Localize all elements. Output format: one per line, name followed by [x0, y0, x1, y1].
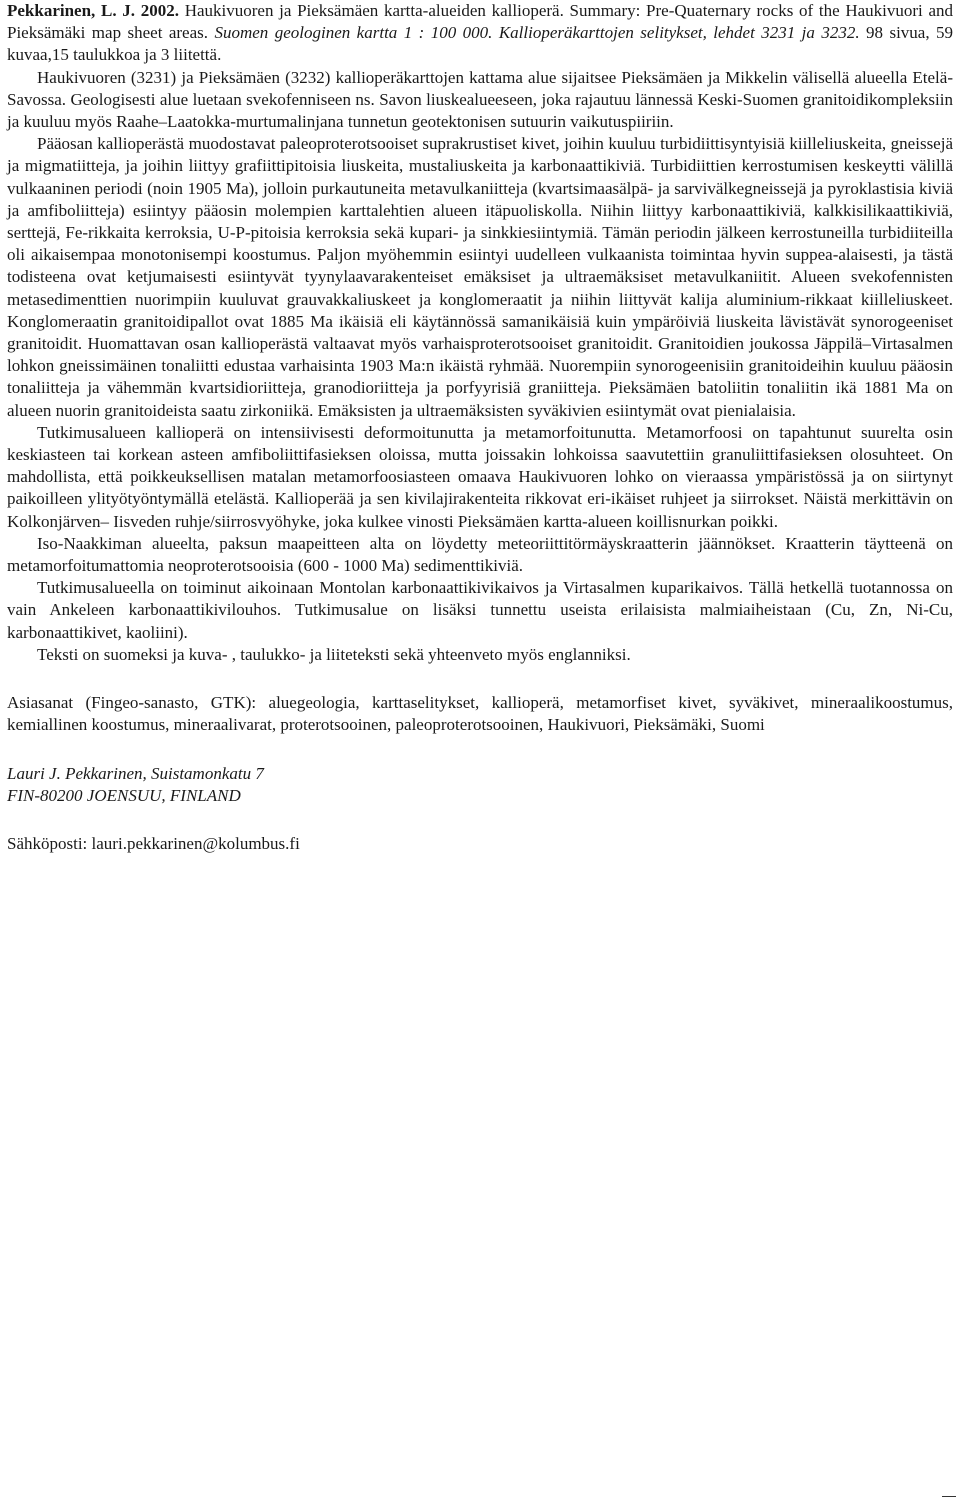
citation-series: Suomen geologinen kartta 1 : 100 000. Kallioperäkarttojen selitykset, lehdet 3231 ja 3232. — [214, 23, 860, 43]
citation-extent: 98 sivua, 59 kuvaa,15 taulukkoa ja 3 liitettä. — [7, 23, 954, 65]
citation-author: Pekkarinen, L. J. 2002. — [7, 1, 179, 20]
abstract-page — [7, 0, 953, 855]
paragraph-bedrock: Pääosan kallioperästä muodostavat paleoproterotsooiset suprakrustiset kivet, joihin kuuluu turbidiittisyntyisiä kiilleliuskeita, gneissejä ja migmatiitteja, ja joihin liittyy grafiittipitoisia liuskeita, mustaliuskeita ja karbonaattikiviä. Turbidiittien kerrostumisen keskeytti välillä vulkaaninen periodi (noin 1905 Ma), jolloin purkautuneita metavulkaniitteja (kvartsimaasälpä- ja sarvivälkegneissejä ja pyroklastisia kiviä ja amfiboliitteja) esiintyy pääosin molempien karttalehtien alueen itäpuoliskolla. Niihin liittyy karbonaattikiviä, kalkkisilikaattikiviä, serttejä, Fe-rikkaita kerroksia, U-P-pitoisia kerroksia sekä kupari- ja sinkkiesiintymiä. Tämän periodin jälkeen kerrostuneilla turbidiiteilla oli aikaisempaa monotonisempi koostumus. Paljon myöhemmin esiintyi uudelleen vulkaanista toimintaa hyvin suppea-alaisesti, ja tästä todisteena ovat ketjumaisesti esiintyvät tyynylaavarakenteiset emäksiset ja ultraemäksiset metavulkaniitit. Alueen svekofennisten metasedimenttien nuorimpiin kuuluvat grauvakkaliuskeet ja konglomeraatit ja niihin liittyvät kalija aluminium-rikkaat kiilleliuskeet. Konglomeraatin granitoidipallot ovat 1885 Ma ikäisiä eli käytännössä samanikäisiä kuin ympäröiviä liuskeita lävistävät synorogeeniset granitoidit. Huomattavan osan kallioperästä valtaavat myös varhaisproterotsooiset granitoidit. Granitoidien joukossa Jäppilä–Virtasalmen lohkon gneissimäinen tonaliitti edustaa varhaisinta 1903 Ma:n ikäistä ryhmää. Nuorempiin synorogeenisiin granitoideihin kuuluu pääosin tonaliitteja ja vähemmän kvartsidioriitteja, granodioriitteja ja porfyyrisiä graniitteja. Pieksämäen batoliitin tonaliitin ikä 1881 Ma on alueen nuorin granitoideista saatu zirkoniikä. Emäksisten ja ultraemäksisten syväkivien esiintymät ovat pienialaisia. — [7, 134, 953, 420]
spacer — [7, 807, 953, 833]
keywords: Asiasanat (Fingeo-sanasto, GTK): aluegeologia, karttaselitykset, kallioperä, metamorfiset kivet, syväkivet, mineraalikoostumus, kemiallinen koostumus, mineraalivarat, proterotsooinen, paleoproterotsooinen, Haukivuori, Pieksämäki, Suomi — [7, 693, 953, 735]
citation — [7, 0, 953, 67]
citation-summary: Summary: Pre-Quaternary rocks of the Haukivuori and Pieksämäki map sheet areas. — [7, 1, 954, 43]
paragraph-crater: Iso-Naakkiman alueelta, paksun maapeitteen alta on löydetty meteoriittitörmäyskraatterin jäännökset. Kraatterin täytteenä on metamorfoitumattomia neoproterotsooisia (600 - 1000 Ma) sedimenttikiviä. — [7, 533, 953, 576]
spacer — [7, 666, 953, 692]
citation-title: Haukivuoren ja Pieksämäen kartta-alueiden kallioperä. — [184, 1, 564, 20]
paragraph-mines: Tutkimusalueella on toiminut aikoinaan Montolan karbonaattikivikaivos ja Virtasalmen kuparikaivos. Tällä hetkellä tuotannossa on vain Ankeleen karbonaattikivilouhos. Tutkimusalue on lisäksi tunnettu useista erilaisista malmiaiheistaan (Cu, Zn, Ni-Cu, karbonaattikivet, kaoliini). — [7, 578, 953, 642]
author-email: Sähköposti: lauri.pekkarinen@kolumbus.fi — [7, 833, 300, 853]
paragraph-language: Teksti on suomeksi ja kuva- , taulukko- ja liiteteksti sekä yhteenveto myös englanniksi. — [37, 644, 631, 664]
author-address-line2: FIN-80200 JOENSUU, FINLAND — [7, 785, 241, 805]
spacer — [7, 737, 953, 763]
paragraph-metamorphism: Tutkimusalueen kallioperä on intensiivisesti deformoitunutta ja metamorfoitunutta. Metamorfoosi on tapahtunut suurelta osin keskiasteen tai korkean asteen amfiboliittifasieksen oloissa, mutta joissakin lohkoissa saavutettiin granuliittifasieksen olosuhteet. On mahdollista, että poikkeuksellisen matalan metamorfoosiasteen omaava Haukivuoren lohko on vieraassa ympäristössä ja on siirtynyt paikoilleen ylityötyöntymällä etelästä. Kallioperää ja sen kivilajirakenteita rikkovat eri-ikäiset ruhjeet ja siirrokset. Näistä merkittävin on Kolkonjärven– Iisveden ruhje/siirrosvyöhyke, joka kulkee vinosti Pieksämäen kartta-alueen koillisnurkan poikki. — [7, 422, 953, 531]
scan-mark — [942, 1496, 956, 1497]
paragraph-location: Haukivuoren (3231) ja Pieksämäen (3232) kallioperäkarttojen kattama alue sijaitsee Pieksämäen ja Mikkelin välisellä alueella Etelä-Savossa. Geologisesti alue luetaan svekofenniseen ns. Savon liuskealueeseen, joka rajautuu lännessä Keski-Suomen granitoidikompleksiin ja kuuluu myös Raahe–Laatokka-murtumalinjana tunnetun geotektonisen sutuurin vaikutuspiiriin. — [7, 67, 953, 132]
author-address-line1: Lauri J. Pekkarinen, Suistamonkatu 7 — [7, 763, 264, 783]
